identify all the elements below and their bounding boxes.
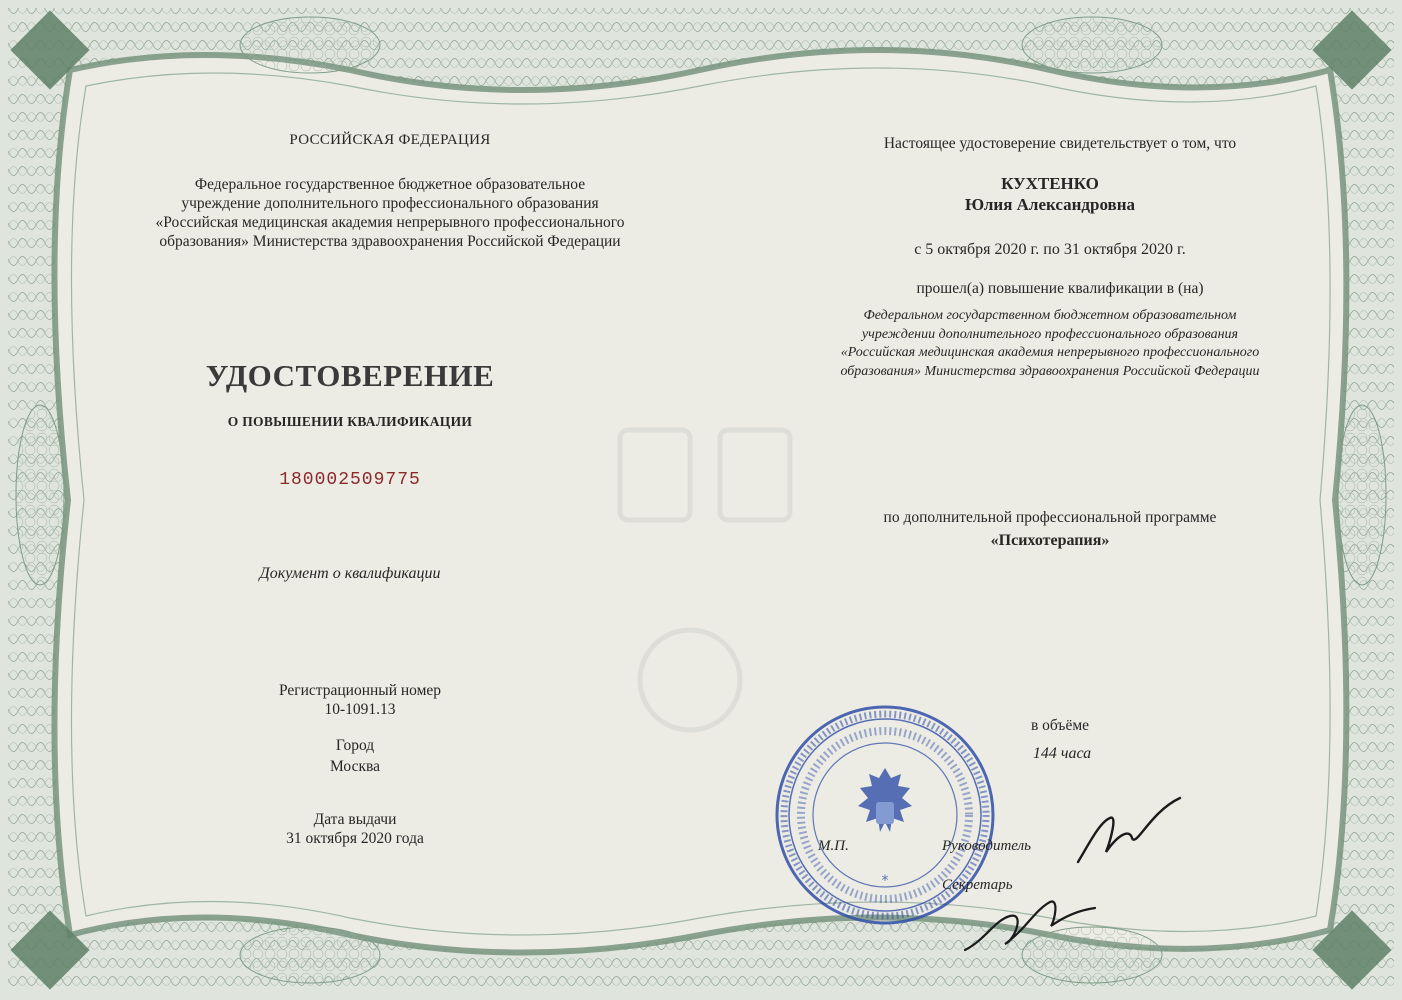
institution-line: учреждение дополнительного профессионального образования <box>181 195 599 212</box>
institution-line: образования» Министерства здравоохранения Российской Федерации <box>840 363 1260 379</box>
svg-text:*: * <box>881 873 889 889</box>
country-name: РОССИЙСКАЯ ФЕДЕРАЦИЯ <box>289 132 491 148</box>
eagle-emblem-icon <box>858 768 912 832</box>
period-block <box>780 240 1320 259</box>
institution-line: «Российская медицинская академия непрерывного профессионального <box>840 345 1260 360</box>
program-block <box>780 508 1320 550</box>
program-label: по дополнительной профессиональной программе <box>883 509 1217 526</box>
holder-surname: КУХТЕНКО <box>1001 174 1099 193</box>
city-block <box>85 736 625 776</box>
institution-line: образования» Министерства здравоохранения Российской Федерации <box>159 233 621 250</box>
registration-label: Регистрационный номер <box>278 682 442 699</box>
secretary-signature-label: Секретарь <box>942 877 1013 893</box>
intro-text: Настоящее удостоверение свидетельствует о том, что <box>883 135 1237 152</box>
document-subtitle: О ПОВЫШЕНИИ КВАЛИФИКАЦИИ <box>227 414 473 429</box>
completed-block <box>790 279 1330 298</box>
program-name: «Психотерапия» <box>990 532 1110 549</box>
serial-block <box>80 470 620 490</box>
stamp-place-mark: М.П. <box>818 838 849 854</box>
institution-line: «Российская медицинская академия непрерывного профессионального <box>155 214 625 231</box>
issue-date-value: 31 октября 2020 года <box>286 830 424 847</box>
training-institution <box>780 307 1320 381</box>
issue-date-label: Дата выдачи <box>313 811 397 828</box>
issue-date-block <box>85 810 625 848</box>
head-signature-label: Руководитель <box>942 838 1031 854</box>
holder-name-block <box>780 173 1320 215</box>
holder-given-names: Юлия Александровна <box>964 195 1136 214</box>
volume-label: в объёме <box>1030 717 1090 734</box>
intro-block <box>790 134 1330 153</box>
issuer-header <box>120 132 660 149</box>
city-label: Город <box>335 737 375 754</box>
city-value: Москва <box>330 758 380 775</box>
document-title-block <box>80 358 620 394</box>
head-signature <box>1070 792 1190 872</box>
secretary-signature <box>955 880 1105 960</box>
issuing-institution <box>120 175 660 251</box>
serial-number: 180002509775 <box>279 470 421 490</box>
registration-block <box>90 681 630 719</box>
volume-value: 144 часа <box>1032 745 1092 762</box>
training-period: с 5 октября 2020 г. по 31 октября 2020 г. <box>914 241 1186 258</box>
document-subtitle-block <box>80 414 620 430</box>
institution-line: Федеральном государственном бюджетном образовательном <box>863 308 1237 323</box>
doc-type-block <box>80 565 620 583</box>
completed-text: прошел(а) повышение квалификации в (на) <box>916 280 1204 297</box>
institution-line: Федеральное государственное бюджетное образовательное <box>194 176 586 193</box>
document-type: Документ о квалификации <box>259 565 441 582</box>
institution-line: учреждении дополнительного профессионального образования <box>861 326 1239 342</box>
registration-number: 10-1091.13 <box>324 701 396 718</box>
document-title: УДОСТОВЕРЕНИЕ <box>205 358 495 393</box>
